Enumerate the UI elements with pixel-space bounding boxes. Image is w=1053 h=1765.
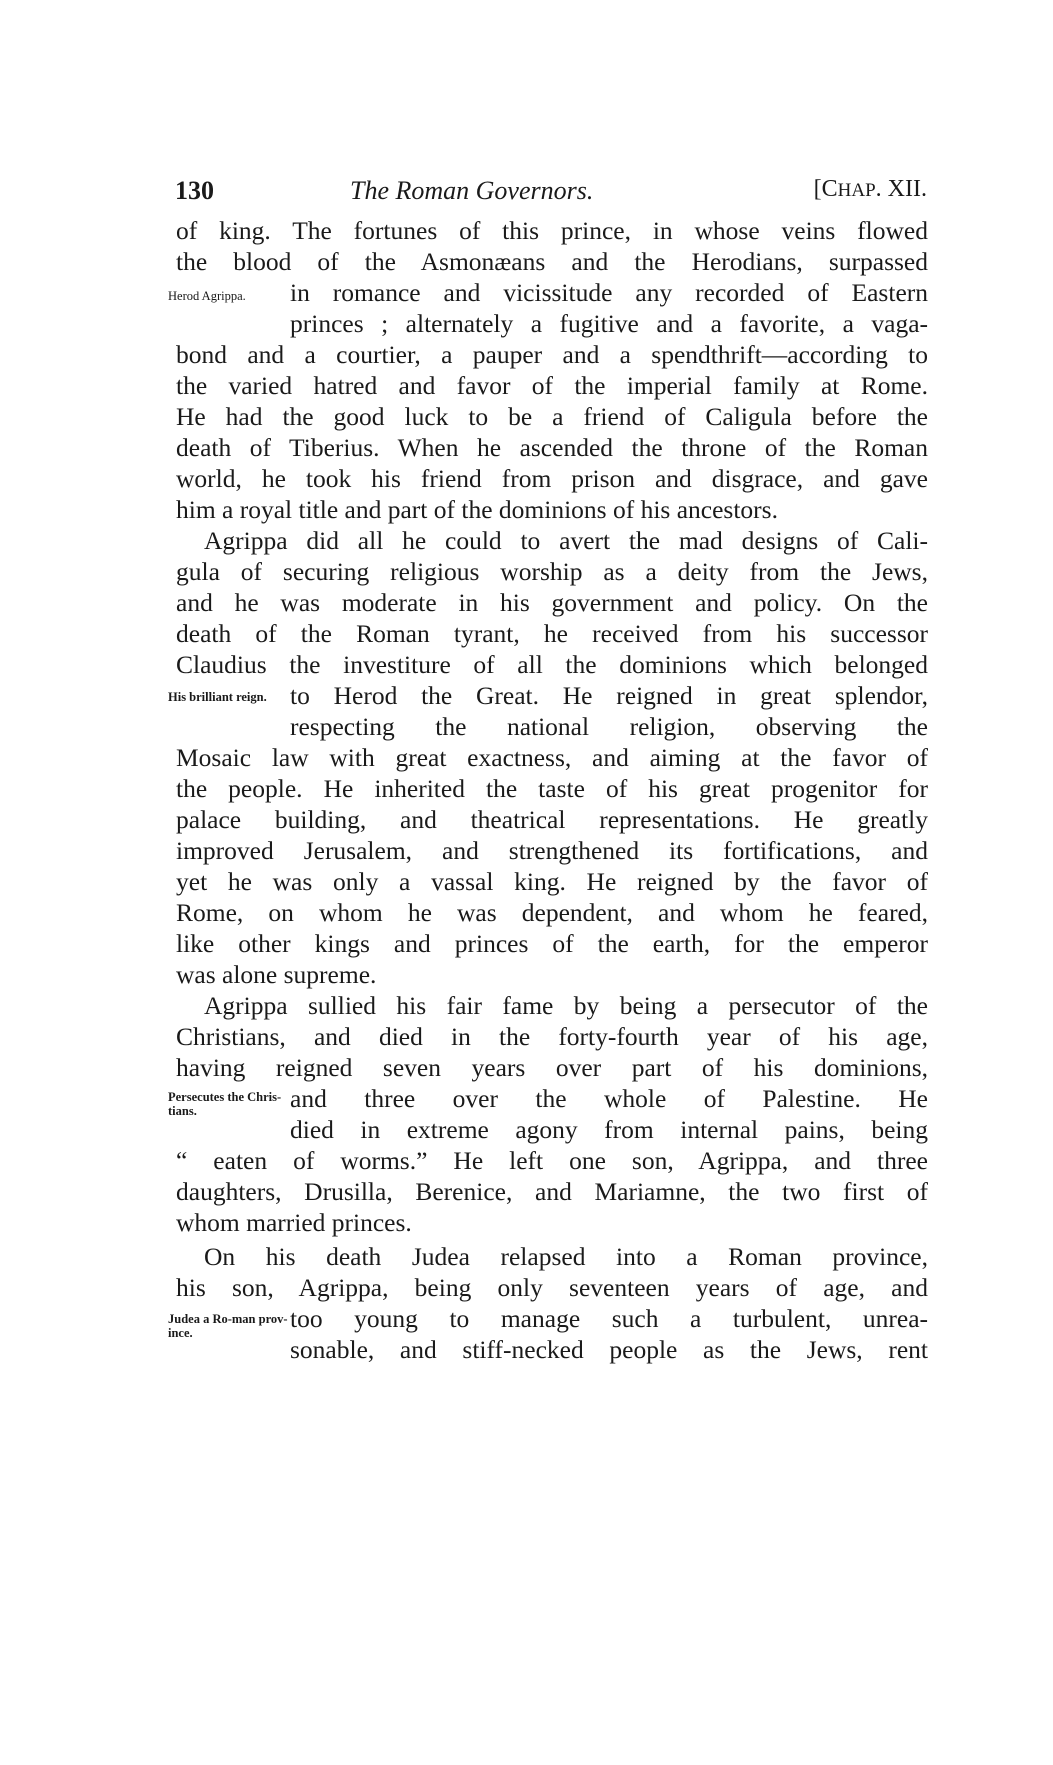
text-line: Mosaic law with great exactness, and aiming at the favor of xyxy=(176,743,928,772)
margin-note: Herod Agrippa. xyxy=(168,289,246,303)
text-line: to Herod the Great. He reigned in great splendor, xyxy=(290,681,928,710)
text-line: He had the good luck to be a friend of Caligula before the xyxy=(176,402,928,431)
margin-note: His brilliant reign. xyxy=(168,690,267,704)
text-line: him a royal title and part of the dominions of his ancestors. xyxy=(176,495,778,524)
text-line: yet he was only a vassal king. He reigned by the favor of xyxy=(176,867,928,896)
text-line: of king. The fortunes of this prince, in whose veins flowed xyxy=(176,216,928,245)
running-header xyxy=(175,176,927,212)
text-line: gula of securing religious worship as a deity from the Jews, xyxy=(176,557,928,586)
text-line: died in extreme agony from internal pains, being xyxy=(290,1115,928,1144)
text-line: whom married princes. xyxy=(176,1208,412,1237)
text-line: daughters, Drusilla, Berenice, and Mariamne, the two first of xyxy=(176,1177,928,1206)
text-line: his son, Agrippa, being only seventeen years of age, and xyxy=(176,1273,928,1302)
text-line: too young to manage such a turbulent, unrea- xyxy=(290,1304,928,1333)
text-line: Christians, and died in the forty-fourth year of his age, xyxy=(176,1022,928,1051)
text-line: the people. He inherited the taste of his great progenitor for xyxy=(176,774,928,803)
text-line: the varied hatred and favor of the imperial family at Rome. xyxy=(176,371,928,400)
text-line: like other kings and princes of the earth, for the emperor xyxy=(176,929,928,958)
text-line: Rome, on whom he was dependent, and whom he feared, xyxy=(176,898,928,927)
text-line: Agrippa did all he could to avert the mad designs of Cali- xyxy=(204,526,928,555)
text-line: improved Jerusalem, and strengthened its fortifications, and xyxy=(176,836,928,865)
text-line: and he was moderate in his government and policy. On the xyxy=(176,588,928,617)
text-line: “ eaten of worms.” He left one son, Agrippa, and three xyxy=(176,1146,928,1175)
text-line: On his death Judea relapsed into a Roman province, xyxy=(204,1242,928,1271)
text-line: in romance and vicissitude any recorded of Eastern xyxy=(290,278,928,307)
text-line: death of Tiberius. When he ascended the throne of the Roman xyxy=(176,433,928,462)
text-line: respecting the national religion, observing the xyxy=(290,712,928,741)
chapter-label: [CHAP. XII. xyxy=(813,176,927,202)
text-line: world, he took his friend from prison and disgrace, and gave xyxy=(176,464,928,493)
text-line: having reigned seven years over part of his dominions, xyxy=(176,1053,928,1082)
page-number: 130 xyxy=(175,176,214,205)
text-line: bond and a courtier, a pauper and a spendthrift—according to xyxy=(176,340,928,369)
margin-note: Persecutes the Chris-tians. xyxy=(168,1090,282,1118)
text-line: death of the Roman tyrant, he received from his successor xyxy=(176,619,928,648)
margin-note: Judea a Ro-man prov-ince. xyxy=(168,1312,288,1340)
text-line: Agrippa sullied his fair fame by being a persecutor of the xyxy=(204,991,928,1020)
text-line: Claudius the investiture of all the dominions which belonged xyxy=(176,650,928,679)
text-line: was alone supreme. xyxy=(176,960,377,989)
text-line: sonable, and stiff-necked people as the Jews, rent xyxy=(290,1335,928,1364)
text-line: the blood of the Asmonæans and the Herodians, surpassed xyxy=(176,247,928,276)
text-line: princes ; alternately a fugitive and a favorite, a vaga- xyxy=(290,309,928,338)
text-line: and three over the whole of Palestine. He xyxy=(290,1084,928,1113)
running-title: The Roman Governors. xyxy=(350,176,594,205)
text-line: palace building, and theatrical representations. He greatly xyxy=(176,805,928,834)
